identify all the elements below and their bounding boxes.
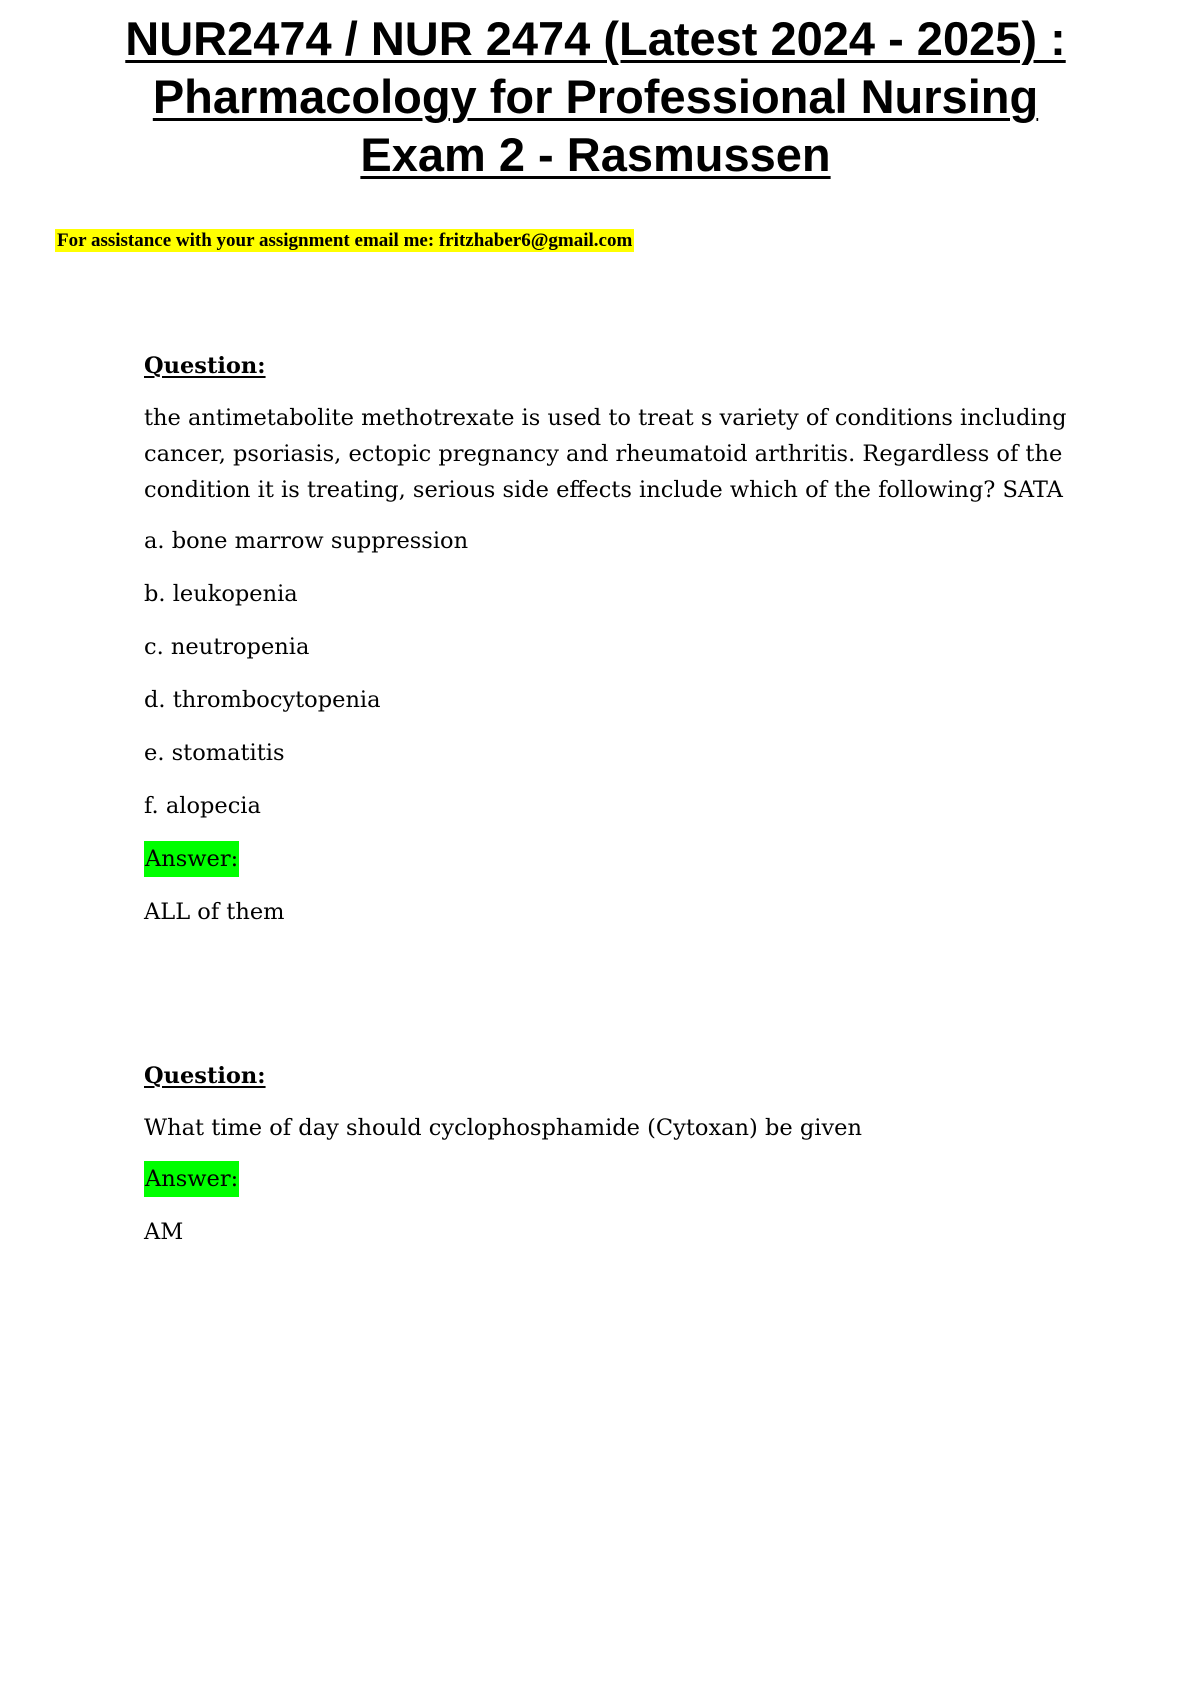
answer-option: f. alopecia — [144, 793, 261, 819]
question-block — [144, 1058, 1104, 1250]
answer-label: Answer: — [144, 841, 239, 877]
answer-option: c. neutropenia — [144, 634, 310, 660]
title-line: Exam 2 - Rasmussen — [360, 128, 831, 181]
answer-option: a. bone marrow suppression — [144, 528, 469, 554]
assistance-note: For assistance with your assignment email me: fritzhaber6@gmail.com — [57, 230, 633, 251]
answer-option: e. stomatitis — [144, 740, 285, 766]
question-text: What time of day should cyclophosphamide (Cytoxan) be given — [144, 1115, 862, 1141]
answer-option: d. thrombocytopenia — [144, 687, 381, 713]
question-text: the antimetabolite methotrexate is used to treat s variety of conditions including cancer, psoriasis, ectopic pregnancy and rheumatoid arthritis. Regardless of the condition it is treating, serious side effects include which of the following? SATA — [144, 405, 1067, 503]
answer-option: b. leukopenia — [144, 581, 298, 607]
answer-text: ALL of them — [144, 899, 285, 925]
answer-label: Answer: — [144, 1161, 239, 1197]
question-label: Question: — [144, 1063, 266, 1089]
document-title — [60, 10, 1131, 184]
answer-text: AM — [144, 1219, 184, 1245]
question-block — [144, 348, 1104, 930]
question-label: Question: — [144, 353, 266, 379]
question-list — [144, 348, 1104, 1250]
title-line: NUR2474 / NUR 2474 (Latest 2024 - 2025) : — [125, 12, 1066, 65]
title-line: Pharmacology for Professional Nursing — [152, 70, 1039, 123]
section-gap — [144, 930, 1104, 1058]
